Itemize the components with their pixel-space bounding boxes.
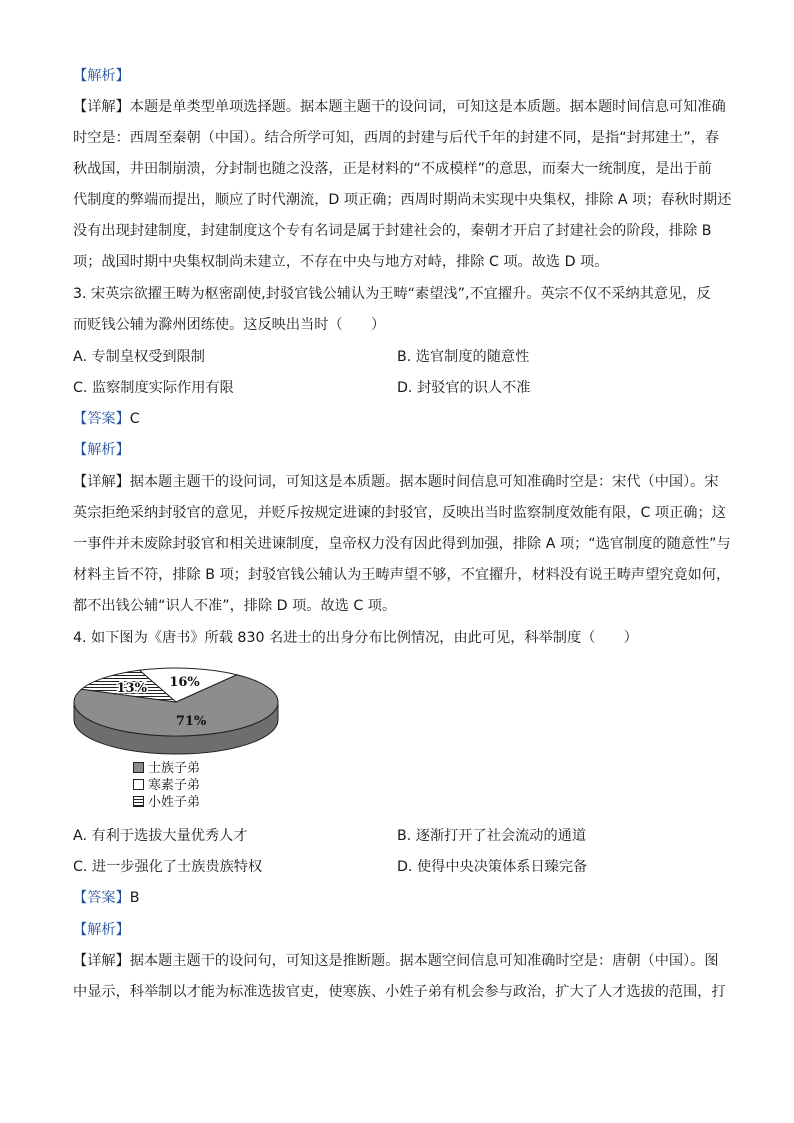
- pie-slice-label: 71%: [175, 714, 207, 730]
- legend-swatch: [133, 796, 144, 807]
- legend-label: 士族子弟: [148, 761, 201, 776]
- question-3-stem: 3. 宋英宗欲擢王畴为枢密副使,封驳官钱公辅认为王畴“素望浅”,不宜擢升。英宗不仅不采纳其意见，反: [73, 286, 711, 302]
- q4-option-b: B. 逐渐打开了社会流动的通道: [397, 828, 587, 844]
- detail-line: 【详解】本题是单类型单项选择题。据本题主题干的设问词，可知这是本质题。据本题时间信息可知准确: [73, 99, 726, 115]
- detail-line: 都不出钱公辅“识人不准”，排除 D 项。故选 C 项。: [73, 598, 397, 614]
- answer-value: B: [129, 890, 140, 906]
- q4-option-d: D. 使得中央决策体系日臻完备: [397, 859, 588, 875]
- pie-slice-label: 16%: [169, 675, 200, 691]
- detail-line: 没有出现封建制度，封建制度这个专有名词是属于封建社会的，秦朝才开启了封建社会的阶段，排除 B: [73, 223, 712, 239]
- analysis-label: 【解析】: [73, 442, 130, 458]
- detail-line: 【详解】据本题主题干的设问句，可知这是推断题。据本题空间信息可知准确时空是：唐朝（中国）。图: [73, 953, 719, 969]
- q3-option-b: B. 选官制度的随意性: [397, 349, 530, 365]
- analysis-label: 【解析】: [73, 922, 130, 938]
- legend-item: [133, 778, 200, 794]
- legend-swatch: [133, 779, 144, 790]
- legend-label: 小姓子弟: [148, 795, 201, 810]
- legend-item: [133, 795, 200, 811]
- detail-line: 英宗拒绝采纳封驳官的意见，并贬斥按规定进谏的封驳官，反映出当时监察制度效能有限，C 项正确；这: [73, 505, 726, 521]
- q3-option-c: C. 监察制度实际作用有限: [73, 380, 234, 396]
- detail-line: 代制度的弊端而提出，顺应了时代潮流，D 项正确；西周时期尚未实现中央集权，排除 A 项；春秋时期还: [73, 192, 732, 208]
- q4-option-a: A. 有利于选拔大量优秀人才: [73, 828, 248, 844]
- question-4-stem: 4. 如下图为《唐书》所载 830 名进士的出身分布比例情况，由此可见，科举制度（ ）: [73, 630, 638, 646]
- q4-answer: [73, 888, 140, 908]
- detail-line: 【详解】据本题主题干的设问词，可知这是本质题。据本题时间信息可知准确时空是：宋代（中国）。宋: [73, 474, 719, 490]
- q3-answer: [73, 409, 140, 429]
- analysis-label: 【解析】: [73, 68, 130, 84]
- legend-swatch: [133, 762, 144, 773]
- detail-line: 时空是：西周至秦朝（中国）。结合所学可知，西周的封建与后代千年的封建不同，是指“封邦建土”，春: [73, 130, 720, 146]
- q3-option-d: D. 封驳官的识人不准: [397, 380, 531, 396]
- detail-line: 秋战国，井田制崩溃，分封制也随之没落，正是材料的“不成模样”的意思，而秦大一统制度，是出于前: [73, 161, 712, 177]
- question-3-stem: 而贬钱公辅为滁州团练使。这反映出当时（ ）: [73, 317, 386, 333]
- detail-line: 一事件并未废除封驳官和相关进谏制度，皇帝权力没有因此得到加强，排除 A 项；“选官制度的随意性”与: [73, 536, 731, 552]
- q3-option-a: A. 专制皇权受到限制: [73, 349, 205, 365]
- legend-label: 寒素子弟: [148, 778, 201, 793]
- answer-value: C: [129, 411, 140, 427]
- detail-line: 中显示，科举制以才能为标准选拔官吏，使寒族、小姓子弟有机会参与政治，扩大了人才选拔的范围，打: [73, 984, 726, 1000]
- legend-item: [133, 761, 200, 777]
- pie-slice-label: 13%: [116, 680, 147, 696]
- answer-label: 【答案】: [73, 890, 130, 906]
- detail-line: 项；战国时期中央集权制尚未建立，不存在中央与地方对峙，排除 C 项。故选 D 项。: [73, 254, 609, 270]
- answer-label: 【答案】: [73, 411, 130, 427]
- q4-option-c: C. 进一步强化了士族贵族特权: [73, 859, 263, 875]
- detail-line: 材料主旨不符，排除 B 项；封驳官钱公辅认为王畴声望不够，不宜擢升，材料没有说王畴声望究竟如何，: [73, 567, 731, 583]
